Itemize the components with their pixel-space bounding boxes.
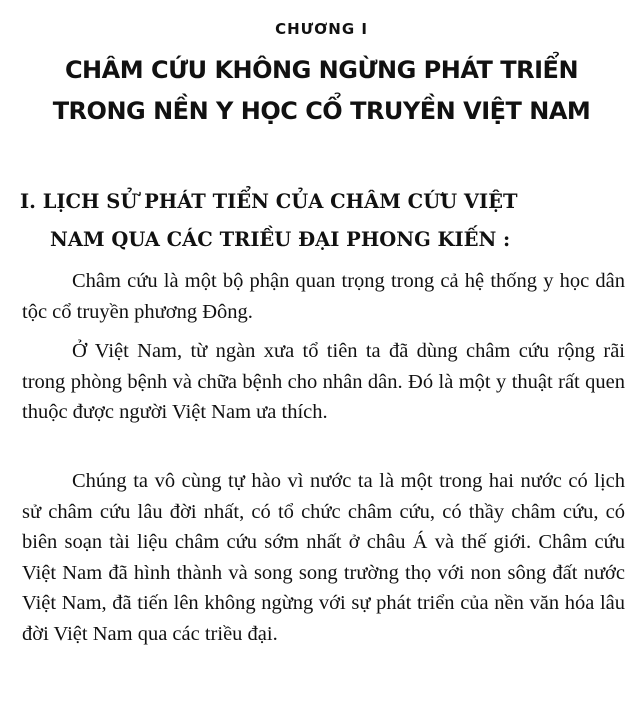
- paragraph-2: Ở Việt Nam, từ ngàn xưa tổ tiên ta đã dùng châm cứu rộng rãi trong phòng bệnh và chữa bệnh cho nhân dân. Đó là một y thuật rất quen thuộc được người Việt Nam ưa thích.: [22, 340, 625, 423]
- chapter-title-line-1: CHÂM CỨU KHÔNG NGỪNG PHÁT TRIỂN: [64, 56, 579, 84]
- paragraph-3: Chúng ta vô cùng tự hào vì nước ta là một trong hai nước có lịch sử châm cứu lâu đời nhất, có tổ chức châm cứu, có thầy châm cứu, có biên soạn tài liệu châm cứu sớm nhất ở châu Á và thế giới. Châm cứu Việt Nam đã hình thành và song song trường thọ với non sông đất nước Việt Nam, đã tiến lên không ngừng với sự phát triển của nền văn hóa lâu đời Việt Nam qua các triều đại.: [22, 470, 625, 645]
- section-heading-line-1: I. LỊCH SỬ PHÁT TIỂN CỦA CHÂM CỨU VIỆT: [20, 190, 518, 213]
- section-heading-line-2: NAM QUA CÁC TRIỀU ĐẠI PHONG KIẾN :: [50, 228, 511, 251]
- chapter-label: CHƯƠNG I: [275, 20, 368, 38]
- chapter-title-line-2: TRONG NỀN Y HỌC CỔ TRUYỀN VIỆT NAM: [52, 97, 591, 125]
- paragraph-1: Châm cứu là một bộ phận quan trọng trong cả hệ thống y học dân tộc cổ truyền phương Đông.: [22, 270, 625, 323]
